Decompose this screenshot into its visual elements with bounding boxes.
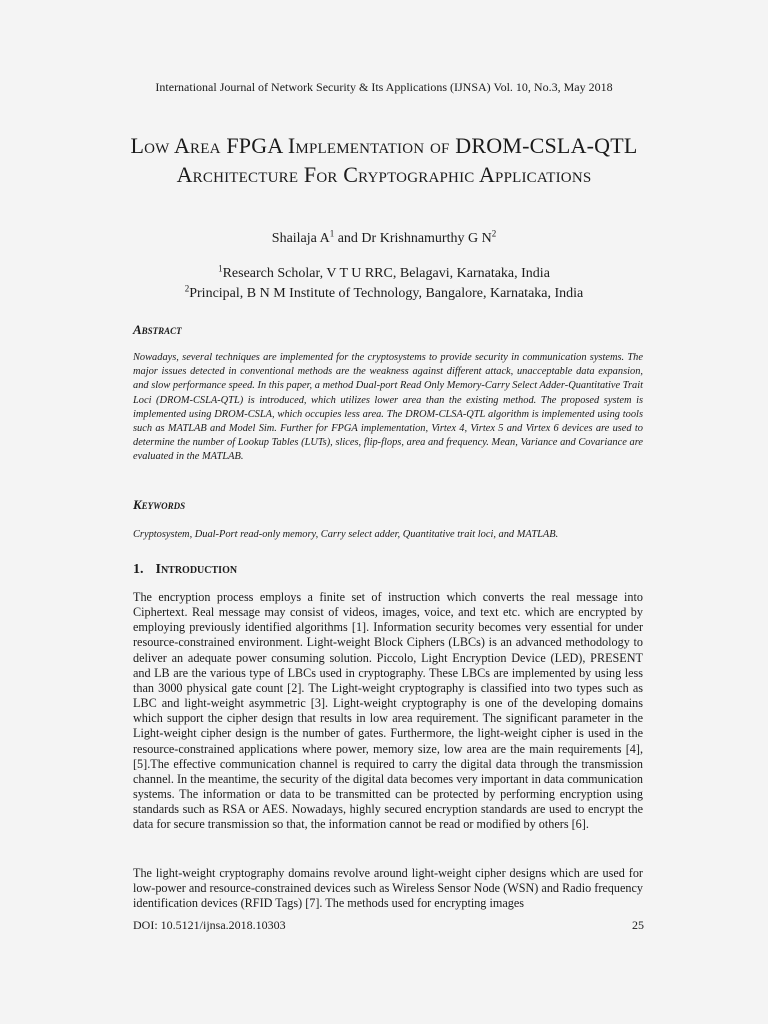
- author-2: and Dr Krishnamurthy G N: [334, 231, 492, 246]
- author-line: [0, 228, 768, 247]
- introduction-heading: [133, 562, 237, 578]
- affiliation-2: [0, 283, 768, 302]
- affiliation-1-mark: 1: [218, 263, 223, 274]
- author-2-affiliation-mark: 2: [491, 228, 497, 239]
- introduction-paragraph-2: The light-weight cryptography domains revolve around light-weight cipher designs which are used for low-power and resource-constrained devices such as Wireless Sensor Node (WSN) and Radio frequency identification devices (RFID Tags) [7]. The methods used for encrypting images: [133, 866, 643, 911]
- abstract-body: Nowadays, several techniques are implemented for the cryptosystems to provide security in communication systems. The major issues detected in conventional methods are the weakness against different attack, unacceptable data expansion, and slow performance speed. In this paper, a method Dual-port Read Only Memory-Carry Select Adder-Quantitative Trait Loci (DROM-CSLA-QTL) is introduced, which utilizes lower area than the existing method. The proposed system is implemented using DROM-CSLA, which occupies less area. The DROM-CLSA-QTL algorithm is implemented using tools such as MATLAB and Model Sim. Further for FPGA implementation, Virtex 4, Virtex 5 and Virtex 6 devices are used to determine the number of Lookup Tables (LUTs), slices, flip-flops, area and frequency. Mean, Variance and Covariance are evaluated in the MATLAB.: [133, 352, 643, 463]
- page-number: 25: [632, 918, 644, 932]
- author-1-affiliation-mark: 1: [329, 228, 335, 239]
- running-head: International Journal of Network Security & Its Applications (IJNSA) Vol. 10, No.3, May 2018: [155, 80, 613, 94]
- affiliation-1: [0, 263, 768, 282]
- keywords-body: Cryptosystem, Dual-Port read-only memory, Carry select adder, Quantitative trait loci, and MATLAB.: [133, 529, 559, 540]
- doi-footer: DOI: 10.5121/ijnsa.2018.10303: [133, 918, 286, 932]
- section-title: Introduction: [155, 562, 238, 577]
- keywords-heading: Keywords: [133, 497, 186, 512]
- paper-title: Low Area FPGA Implementation of DROM-CSLA-QTL Architecture For Cryptographic Applications: [130, 133, 638, 187]
- affiliation-1-text: Research Scholar, V T U RRC, Belagavi, Karnataka, India: [222, 266, 550, 281]
- introduction-paragraph-1: The encryption process employs a finite set of instruction which converts the real message into Ciphertext. Real message may consist of videos, images, voice, and text etc. which are encrypted by employing previously identified algorithms [1]. Information security becomes very essential for under resource-constrained environment. Light-weight Block Ciphers (LBCs) is an advanced methodology to deliver an adequate power consuming solution. Piccolo, Light Encryption Device (LED), PRESENT and LB are the various type of LBCs used in cryptography. These LBCs are implemented by using less than 3000 physical gate count [2]. The Light-weight cryptography is classified into two types such as LBC and light-weight asymmetric [3]. Light-weight cryptography is one of the developing domains which support the cipher design that results in low area requirement. The significant parameter in the Light-weight cipher design is the number of gates. Furthermore, the light-weight cipher is used in the resource-constrained applications where power, memory size, low area are the main requirements [4], [5].The effective communication channel is required to carry the digital data through the transmission channel. In the meantime, the security of the digital data becomes very important in data communication systems. The information or data to be transmitted can be protected by performing encryption using standards such as RSA or AES. Nowadays, highly secured encryption standards are used to encrypt the data for secure transmission so that, the information cannot be read or modified by others [6].: [133, 590, 644, 832]
- author-1: Shailaja A: [271, 231, 330, 246]
- affiliation-2-text: Principal, B N M Institute of Technology, Bangalore, Karnataka, India: [189, 286, 584, 301]
- affiliation-2-mark: 2: [184, 283, 190, 294]
- section-number: 1.: [133, 562, 144, 577]
- abstract-heading: Abstract: [133, 322, 182, 337]
